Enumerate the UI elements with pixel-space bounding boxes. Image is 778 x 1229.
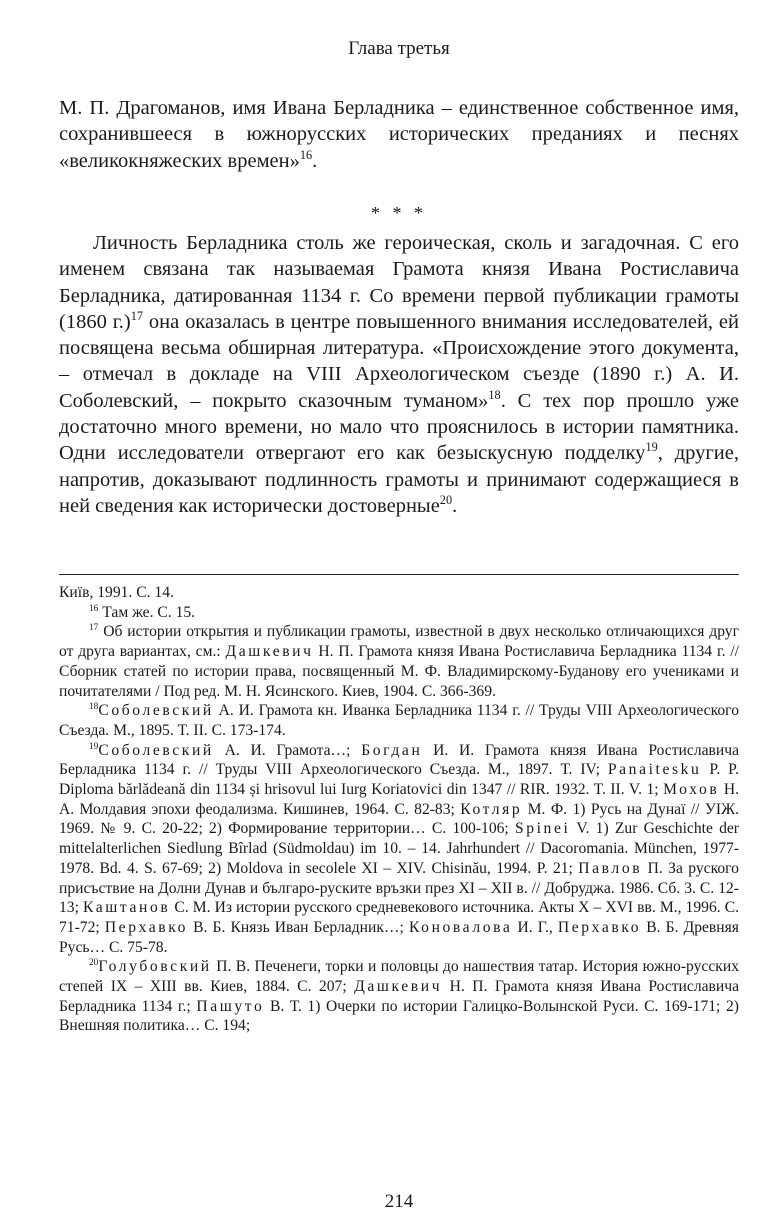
section-separator: * * * — [371, 203, 427, 223]
footnote-ref-16: 16 — [299, 147, 313, 162]
author-name: Соболевский — [98, 702, 214, 720]
footnote-17: $^{17}$ Об истории открытия и публикации грамоты, известной в двух несколько отличающихся друг от друга вариантах, см.: Дашкевич Н. П. Грамота князя Ивана Ростиславича Берладника 1134 г. // Сборник статей по истории права, посвященный М. Ф. Владимирскому-Буданову его учениками и почитателями / Под ред. М. Н. Ясинского. Киев, 1904. С. 366-369. — [59, 623, 739, 700]
author-name: Panaitesku — [607, 761, 702, 779]
author-name: Павлов — [578, 859, 643, 877]
author-name: Богдан — [361, 741, 423, 759]
running-head: Глава третья — [348, 38, 450, 59]
footnotes — [59, 583, 739, 1036]
author-name: Мохов — [663, 781, 720, 799]
footnote-19: $^{19}$Соболевский А. И. Грамота…; Богдан И. И. Грамота князя Ивана Ростиславича Берладника 1134 г. // Труды VIII Археологического Съезда. М., 1897. Т. IV; Panaitesku P. P. Diploma bărlădeană din 1134 și hrisovul lui Iurg Koriatovici din 1347 // RIR. 1932. T. II. V. 1; Мохов Н. А. Молдавия эпохи феодализма. Кишинев, 1964. С. 82-83; Котляр М. Ф. 1) Русь на Дунаї // УІЖ. 1969. № 9. С. 20-22; 2) Формирование территории… С. 100-106; Spinei V. 1) Zur Geschichte der mittelalterlichen Siedlung Bîrlad (Südmoldau) im 10. – 14. Jahrhundert // Dacoromania. München, 1977-1978. Bd. 4. S. 67-69; 2) Moldova in secolele XI – XIV. Chisinău, 1994. P. 21; Павлов П. За руского присъствие на Долни Дунав и българо-руските връзки през XI – XII в. // Добруджа. 1986. Сб. 3. С. 12-13; Каштанов С. М. Из истории русского средневекового источника. Акты X – XVI вв. М., 1996. С. 71-72; Перхавко В. Б. Князь Иван Берладник…; Коновалова И. Г., Перхавко В. Б. Древняя Русь… С. 75-78. — [59, 741, 740, 956]
author-name: Голубовский — [98, 958, 212, 976]
body-paragraph: Личность Берладника столь же героическая, сколь и загадочная. С его именем связана так называемая Грамота князя Ивана Ростиславича Берладника, датированная 1134 г. Со времени первой публикации грамоты (1860 г.)$^{17}$ она оказалась в центре повышенного внимания исследователей, ей посвящена весьма обширная литература. «Происхождение этого документа, – отмечал в докладе на VIII Археологическом съезде (1890 г.) А. И. Соболевский, – покрыто сказочным туманом»$^{18}$. С тех пор прошло уже достаточно много времени, но мало что прояснилось в истории памятника. Одни исследователи отвергают его как безыскусную подделку$^{19}$, другие, напротив, доказывают подлинность грамоты и принимают содержащиеся в ней сведения как исторически достоверные$^{20}$. — [59, 232, 740, 517]
footnote-continuation: Київ, 1991. С. 14. — [59, 584, 174, 601]
intro-paragraph: М. П. Драгоманов, имя Ивана Берладника – единственное собственное имя, сохранившееся в южнорусских исторических преданиях и песнях «великокняжеских времен»$^{16}$. — [59, 97, 739, 172]
footnote-ref-18: 18 — [488, 387, 501, 402]
author-name: Каштанов — [82, 899, 171, 917]
author-name: Коновалова — [408, 918, 513, 936]
footnote-20: $^{20}$Голубовский П. В. Печенеги, торки и половцы до нашествия татар. История южно-русских степей IX – XIII вв. Киев, 1884. С. 207; Дашкевич Н. П. Грамота князя Ивана Ростиславича Берладника 1134 г.; Пашуто В. Т. 1) Очерки по истории Галицко-Волынской Руси. С. 169-171; 2) Внешняя политика… С. 194; — [59, 958, 739, 1035]
author-name: Spinei — [514, 820, 571, 838]
footnote-ref-19: 19 — [645, 440, 658, 455]
footnote-16: $^{16}$ Там же. С. 15. — [89, 603, 196, 621]
author-name: Перхавко — [104, 918, 189, 936]
author-name: Дашкевич — [225, 643, 314, 661]
author-name: Пашуто — [196, 997, 265, 1015]
page-number: 214 — [384, 1191, 414, 1212]
author-name: Дашкевич — [354, 978, 443, 996]
author-name: Котляр — [460, 800, 523, 818]
footnote-ref-17: 17 — [130, 309, 144, 324]
footnote-rule — [59, 574, 739, 575]
author-name: Соболевский — [98, 741, 214, 759]
footnote-ref-20: 20 — [439, 493, 453, 508]
footnote-18: $^{18}$Соболевский А. И. Грамота кн. Иванка Берладника 1134 г. // Труды VIII Археологического Съезда. М., 1895. Т. II. С. 173-174. — [59, 702, 739, 739]
author-name: Перхавко — [557, 918, 642, 936]
